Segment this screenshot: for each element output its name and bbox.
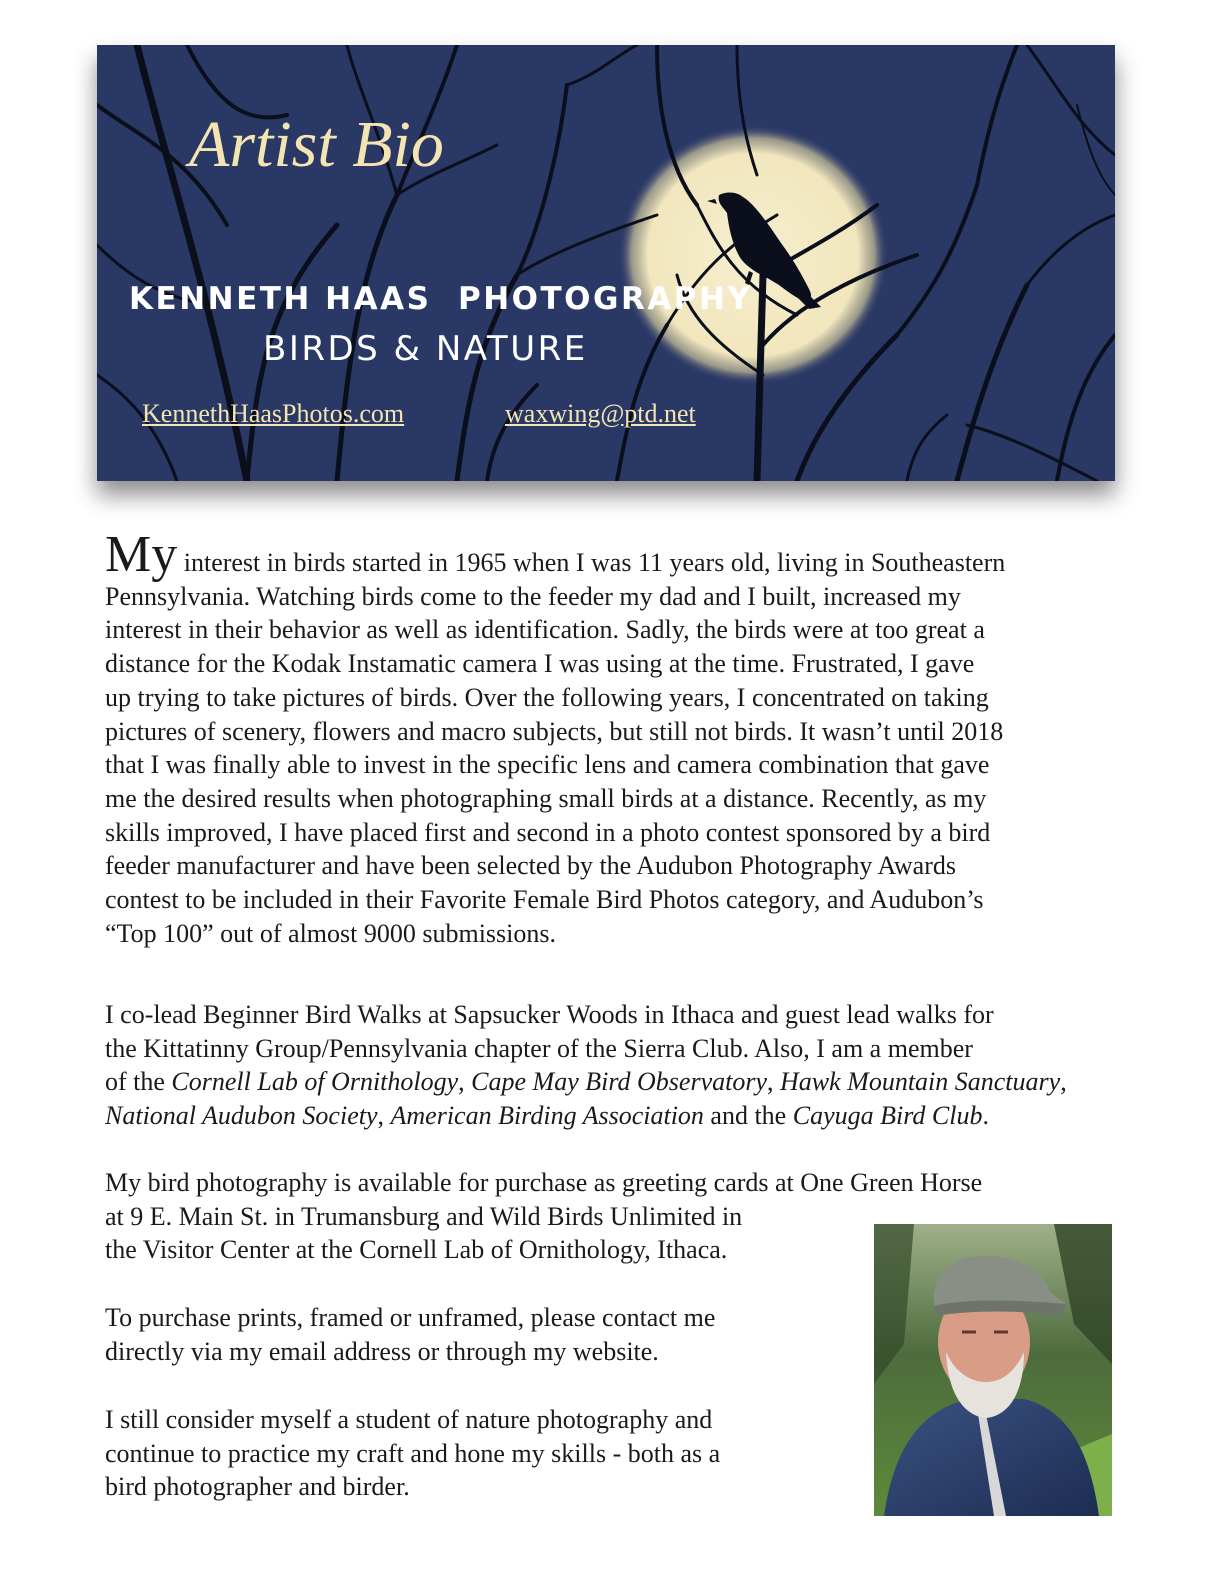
bio-line: that I was finally able to invest in the specific lens and camera combination that gave	[105, 750, 990, 780]
bio-line: pictures of scenery, flowers and macro subjects, but still not birds. It wasn’t until 2018	[105, 716, 1004, 746]
bio-text: of the	[105, 1067, 172, 1097]
bio-paragraph-closing	[105, 1403, 865, 1504]
bio-line: at 9 E. Main St. in Trumansburg and Wild Birds Unlimited in	[105, 1201, 743, 1231]
page-title: Artist Bio	[189, 108, 444, 181]
bio-line: up trying to take pictures of birds. Over the following years, I concentrated on taking	[105, 682, 989, 712]
portrait-image	[874, 1224, 1112, 1516]
bio-paragraph-memberships	[105, 998, 1115, 1133]
bio-text: ,	[1060, 1067, 1067, 1097]
org-name: Cornell Lab of Ornithology	[171, 1067, 459, 1097]
org-name: National Audubon Society	[105, 1101, 378, 1131]
photographer-portrait	[874, 1224, 1112, 1516]
bio-line: me the desired results when photographing small birds at a distance. Recently, as my	[105, 783, 987, 813]
bio-line: My bird photography is available for purchase as greeting cards at One Green Horse	[105, 1168, 983, 1197]
bio-text: .	[982, 1101, 989, 1131]
bio-line: the Visitor Center at the Cornell Lab of Ornithology, Ithaca.	[105, 1235, 728, 1265]
bio-line: contest to be included in their Favorite Female Bird Photos category, and Audubon’s	[105, 885, 984, 915]
bio-text: ,	[458, 1067, 472, 1097]
bio-line: continue to practice my craft and hone my skills - both as a	[105, 1438, 721, 1468]
bio-line: skills improved, I have placed first and second in a photo contest sponsored by a bird	[105, 817, 991, 847]
bio-line: distance for the Kodak Instamatic camera I was using at the time. Frustrated, I gave	[105, 649, 975, 679]
bio-line: directly via my email address or through my website.	[105, 1336, 659, 1366]
bio-text: ,	[377, 1101, 391, 1131]
org-name: Hawk Mountain Sanctuary	[780, 1067, 1061, 1097]
org-name: Cayuga Bird Club	[792, 1101, 983, 1131]
bio-line: feeder manufacturer and have been selected by the Audubon Photography Awards	[105, 851, 956, 881]
drop-cap: My	[105, 526, 178, 583]
bio-line: Pennsylvania. Watching birds come to the feeder my dad and I built, increased my	[105, 581, 961, 611]
bio-line: “Top 100” out of almost 9000 submissions.	[105, 918, 557, 948]
bio-line: I still consider myself a student of nature photography and	[105, 1405, 713, 1434]
bio-line: the Kittatinny Group/Pennsylvania chapter of the Sierra Club. Also, I am a member	[105, 1033, 973, 1063]
org-name: American Birding Association	[390, 1101, 704, 1131]
bio-line: To purchase prints, framed or unframed, please contact me	[105, 1303, 716, 1332]
bio-line: bird photographer and birder.	[105, 1472, 410, 1502]
bio-line: interest in their behavior as well as identification. Sadly, the birds were at too great a	[105, 615, 985, 645]
website-link[interactable]: KennethHaasPhotos.com	[142, 399, 405, 428]
bio-paragraph-intro	[105, 526, 1115, 950]
bio-text: and the	[703, 1101, 793, 1131]
brand-name: KENNETH HAAS PHOTOGRAPHY	[129, 281, 753, 317]
bio-text: ,	[767, 1067, 780, 1097]
email-link[interactable]: waxwing@ptd.net	[505, 399, 696, 428]
org-name: Cape May Bird Observatory	[471, 1067, 767, 1097]
bio-line: I co-lead Beginner Bird Walks at Sapsucker Woods in Ithaca and guest lead walks for	[105, 1000, 994, 1029]
bio-line: interest in birds started in 1965 when I was 11 years old, living in Southeastern	[177, 548, 1006, 577]
brand-tagline: BIRDS & NATURE	[263, 329, 588, 369]
header-banner	[97, 45, 1115, 481]
bio-paragraph-prints	[105, 1301, 865, 1368]
